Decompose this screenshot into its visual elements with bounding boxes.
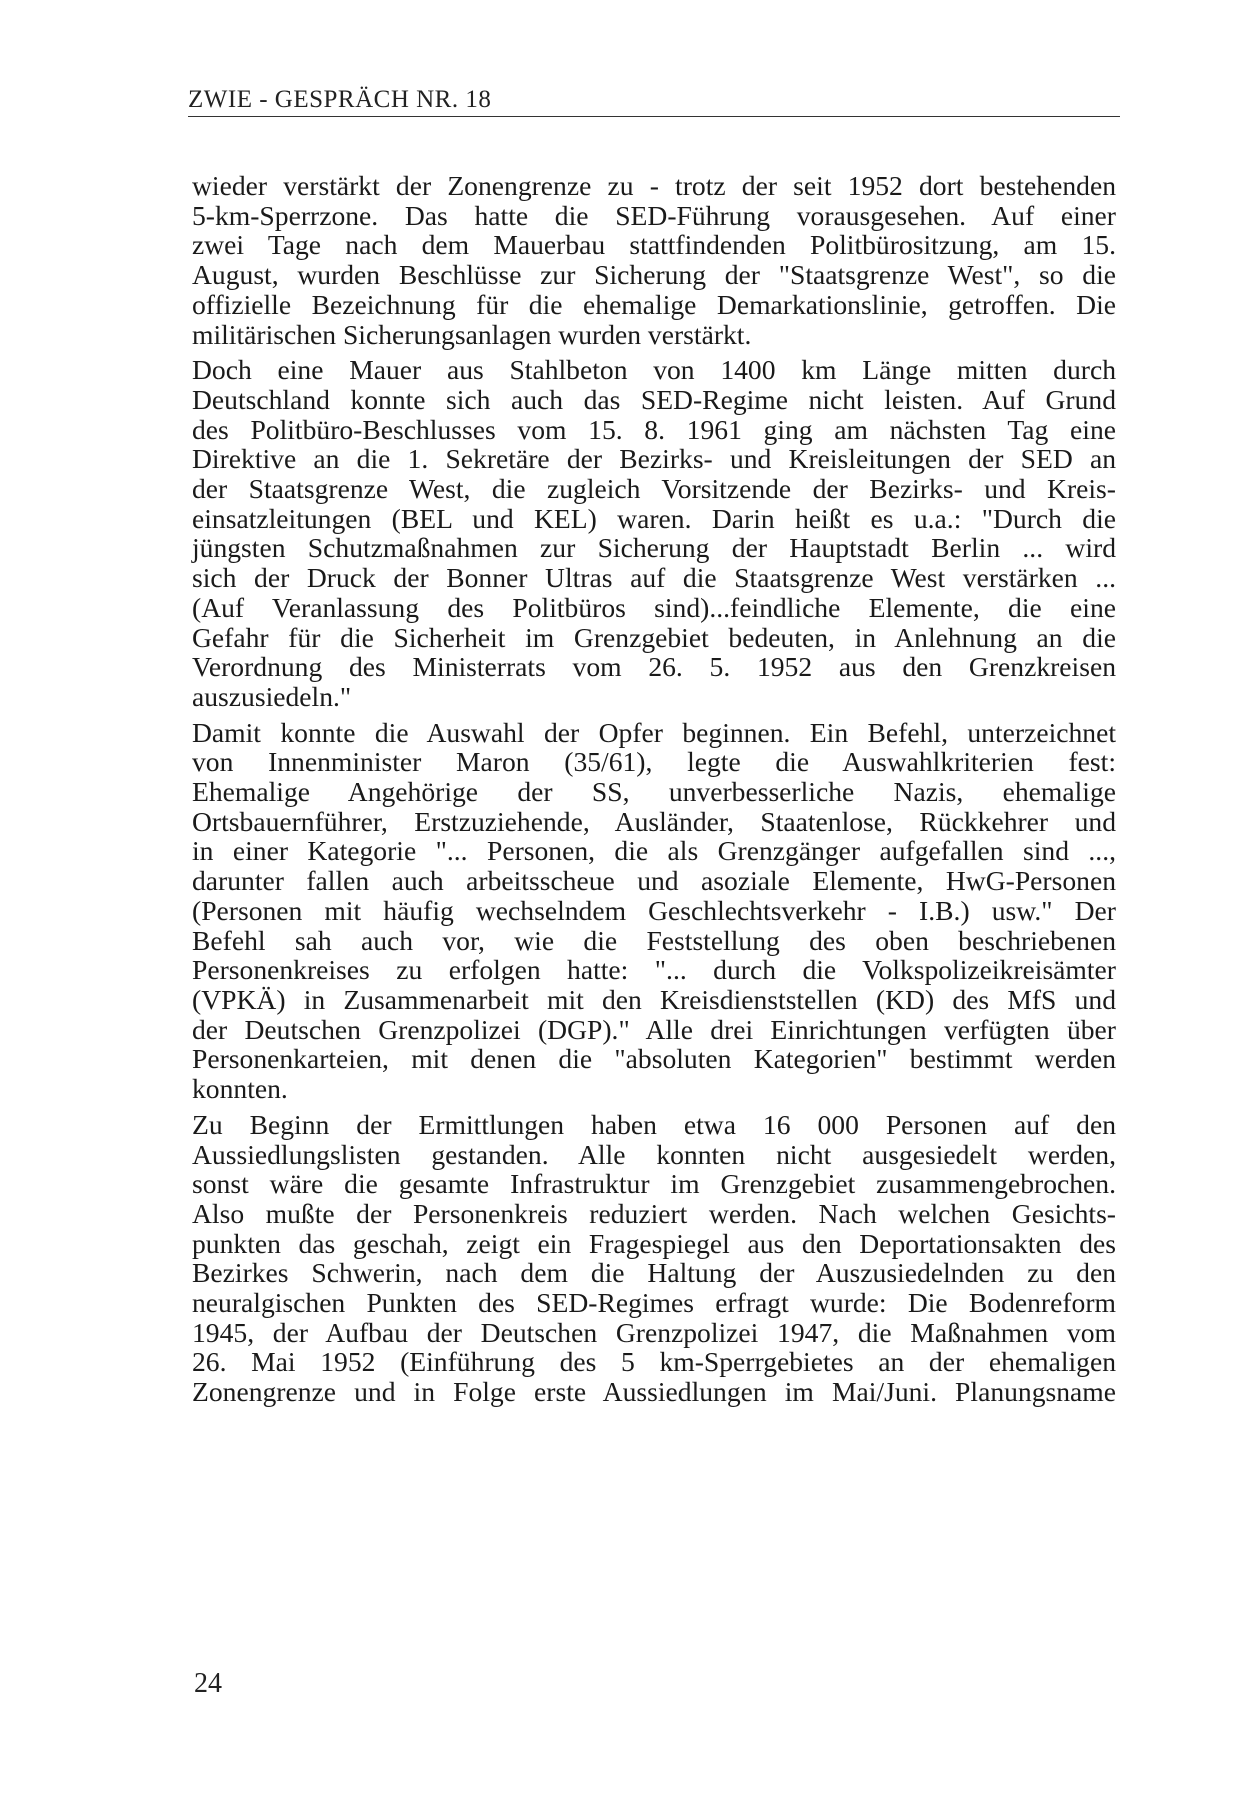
- text-line: konnten.: [192, 1073, 288, 1105]
- text-line: Zu Beginn der Ermittlungen haben etwa 16 000 Personen auf den: [192, 1108, 1116, 1140]
- running-header: [188, 82, 1120, 117]
- text-line: Zonengrenze und in Folge erste Aussiedlungen im Mai/Juni. Planungsname: [192, 1376, 1116, 1408]
- paragraph: [192, 171, 1116, 349]
- text-line: Befehl sah auch vor, wie die Feststellung des oben beschriebenen: [192, 924, 1116, 956]
- text-line: Direktive an die 1. Sekretäre der Bezirks- und Kreisleitungen der SED an: [192, 443, 1116, 475]
- text-line: der Staatsgrenze West, die zugleich Vorsitzende der Bezirks- und Kreis-: [192, 473, 1116, 505]
- page-number: 24: [194, 1668, 222, 1699]
- text-line: wieder verstärkt der Zonengrenze zu - trotz der seit 1952 dort bestehenden: [192, 170, 1116, 201]
- text-line: darunter fallen auch arbeitsscheue und asoziale Elemente, HwG-Personen: [192, 865, 1116, 897]
- text-line: zwei Tage nach dem Mauerbau stattfindenden Politbürositzung, am 15.: [192, 229, 1116, 261]
- paragraph: [192, 1110, 1116, 1407]
- running-title: ZWIE - GESPRÄCH NR. 18: [188, 86, 492, 113]
- text-line: 1945, der Aufbau der Deutschen Grenzpolizei 1947, die Maßnahmen vom: [192, 1316, 1116, 1348]
- text-line: auszusiedeln.": [192, 680, 352, 712]
- text-line: (VPKÄ) in Zusammenarbeit mit den Kreisdienststellen (KD) des MfS und: [192, 983, 1116, 1015]
- text-line: Bezirkes Schwerin, nach dem die Haltung der Auszusiedelnden zu den: [192, 1257, 1116, 1289]
- text-line: Ehemalige Angehörige der SS, unverbesserliche Nazis, ehemalige: [192, 776, 1116, 808]
- paragraph: [192, 718, 1116, 1104]
- text-line: Ortsbauernführer, Erstzuziehende, Ausländer, Staatenlose, Rückkehrer und: [192, 805, 1116, 837]
- text-line: Also mußte der Personenkreis reduziert werden. Nach welchen Gesichts-: [192, 1197, 1116, 1229]
- text-line: August, wurden Beschlüsse zur Sicherung der "Staatsgrenze West", so die: [192, 259, 1116, 291]
- text-line: (Personen mit häufig wechselndem Geschlechtsverkehr - I.B.) usw." Der: [192, 894, 1116, 926]
- text-line: von Innenminister Maron (35/61), legte die Auswahlkriterien fest:: [192, 746, 1116, 778]
- paragraph: [192, 355, 1116, 711]
- text-line: Deutschland konnte sich auch das SED-Regime nicht leisten. Auf Grund: [192, 383, 1116, 415]
- text-line: (Auf Veranlassung des Politbüros sind)...feindliche Elemente, die eine: [192, 591, 1116, 623]
- text-line: der Deutschen Grenzpolizei (DGP)." Alle drei Einrichtungen verfügten über: [192, 1013, 1116, 1045]
- text-line: sonst wäre die gesamte Infrastruktur im Grenzgebiet zusammengebrochen.: [192, 1168, 1116, 1200]
- text-line: Damit konnte die Auswahl der Opfer beginnen. Ein Befehl, unterzeichnet: [192, 716, 1116, 748]
- text-line: Personenkreises zu erfolgen hatte: "... durch die Volkspolizeikreisämter: [192, 954, 1116, 986]
- text-line: Personenkarteien, mit denen die "absoluten Kategorien" bestimmt werden: [192, 1043, 1116, 1075]
- text-line: Gefahr für die Sicherheit im Grenzgebiet bedeuten, in Anlehnung an die: [192, 621, 1116, 653]
- body-text: [192, 171, 1116, 1413]
- text-line: 5-km-Sperrzone. Das hatte die SED-Führung vorausgesehen. Auf einer: [192, 199, 1116, 231]
- text-line: 26. Mai 1952 (Einführung des 5 km-Sperrgebietes an der ehemaligen: [192, 1346, 1116, 1378]
- text-line: des Politbüro-Beschlusses vom 15. 8. 1961 ging am nächsten Tag eine: [192, 413, 1116, 445]
- text-line: Verordnung des Ministerrats vom 26. 5. 1952 aus den Grenzkreisen: [192, 651, 1116, 683]
- text-line: punkten das geschah, zeigt ein Fragespiegel aus den Deportationsakten des: [192, 1227, 1116, 1259]
- text-line: neuralgischen Punkten des SED-Regimes erfragt wurde: Die Bodenreform: [192, 1287, 1116, 1319]
- text-line: in einer Kategorie "... Personen, die als Grenzgänger aufgefallen sind ...,: [192, 835, 1116, 867]
- text-line: einsatzleitungen (BEL und KEL) waren. Darin heißt es u.a.: "Durch die: [192, 502, 1116, 534]
- text-line: Aussiedlungslisten gestanden. Alle konnten nicht ausgesiedelt werden,: [192, 1138, 1116, 1170]
- text-line: militärischen Sicherungsanlagen wurden verstärkt.: [192, 318, 752, 350]
- text-line: offizielle Bezeichnung für die ehemalige Demarkationslinie, getroffen. Die: [192, 288, 1116, 320]
- text-line: sich der Druck der Bonner Ultras auf die Staatsgrenze West verstärken ...: [192, 562, 1116, 594]
- text-line: Doch eine Mauer aus Stahlbeton von 1400 km Länge mitten durch: [192, 354, 1116, 386]
- text-line: jüngsten Schutzmaßnahmen zur Sicherung der Hauptstadt Berlin ... wird: [192, 532, 1116, 564]
